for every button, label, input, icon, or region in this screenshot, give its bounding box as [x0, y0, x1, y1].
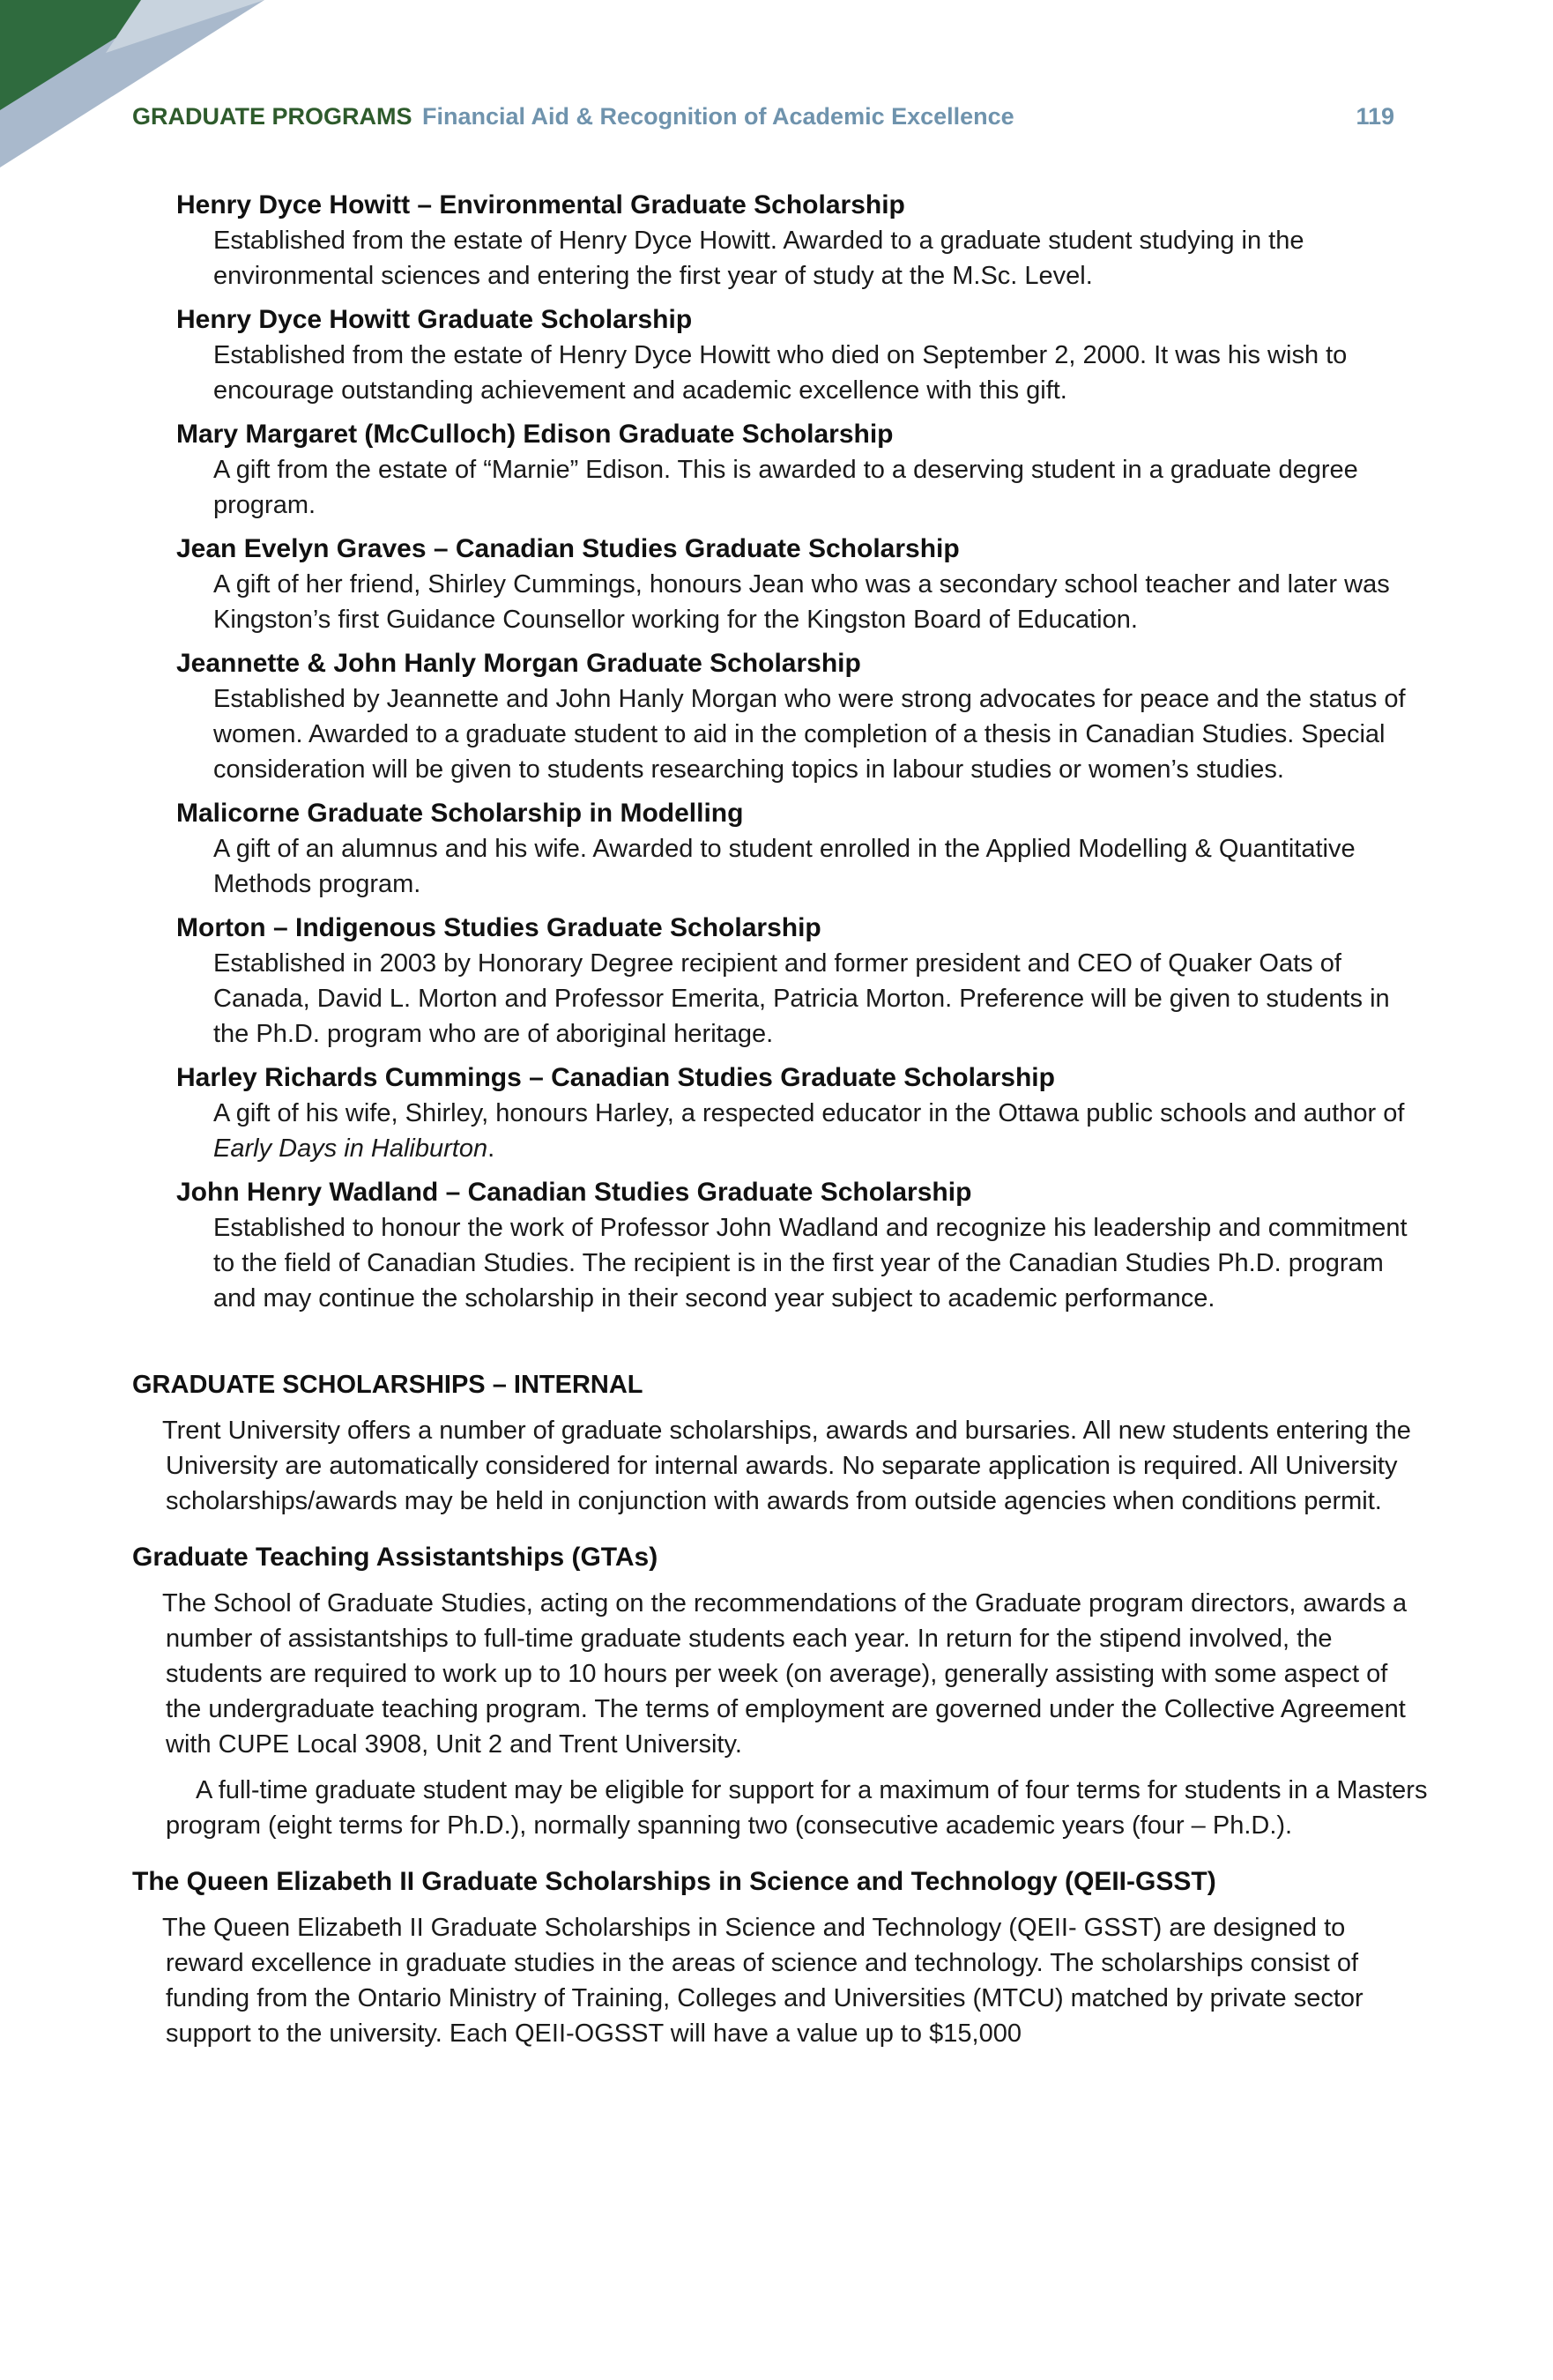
- scholarship-description: A gift of an alumnus and his wife. Awarded to student enrolled in the Applied Modelling & Quantitative Methods program.: [213, 835, 1356, 898]
- scholarship-entry: [176, 1175, 1428, 1316]
- gta-paragraph: A full-time graduate student may be eligible for support for a maximum of four terms for students in a Masters program (eight terms for Ph.D.), normally spanning two (consecutive academic years (four – Ph.D.).: [166, 1776, 1428, 1840]
- scholarship-entry: [176, 532, 1428, 637]
- scholarship-entry: [176, 417, 1428, 523]
- scholarship-entry: [176, 911, 1428, 1052]
- header-subtitle: Financial Aid & Recognition of Academic Excellence: [422, 103, 1014, 130]
- main-content: [132, 188, 1428, 2051]
- scholarship-description: Established from the estate of Henry Dyce Howitt who died on September 2, 2000. It was his wish to encourage outstanding achievement and academic excellence with this gift.: [213, 341, 1348, 405]
- scholarship-description: [213, 1096, 1428, 1166]
- page-number: 119: [1356, 103, 1394, 130]
- book-title: Early Days in Haliburton: [213, 1134, 488, 1163]
- scholarship-description: A gift from the estate of “Marnie” Edison. This is awarded to a deserving student in a graduate degree program.: [213, 456, 1358, 519]
- scholarship-title: Henry Dyce Howitt Graduate Scholarship: [176, 305, 693, 334]
- page-header: [132, 99, 1394, 134]
- description-text: A gift of his wife, Shirley, honours Harley, a respected educator in the Ottawa public schools and author of: [213, 1099, 1405, 1127]
- scholarship-description: Established from the estate of Henry Dyce Howitt. Awarded to a graduate student studying in the environmental sciences and entering the first year of study at the M.Sc. Level.: [213, 227, 1304, 290]
- scholarship-entry: [176, 796, 1428, 902]
- scholarship-title: Henry Dyce Howitt – Environmental Graduate Scholarship: [176, 190, 905, 219]
- scholarship-description: A gift of her friend, Shirley Cummings, honours Jean who was a secondary school teacher and later was Kingston’s first Guidance Counsellor working for the Kingston Board of Education.: [213, 570, 1390, 634]
- scholarship-title: Jeannette & John Hanly Morgan Graduate Scholarship: [176, 649, 861, 678]
- scholarship-entry: [176, 1060, 1428, 1166]
- section-heading-internal: GRADUATE SCHOLARSHIPS – INTERNAL: [132, 1371, 643, 1399]
- scholarship-description: Established by Jeannette and John Hanly Morgan who were strong advocates for peace and the status of women. Awarded to a graduate student to aid in the completion of a thesis in Canadian Studies. Special consideration will be given to students researching topics in labour studies or women’s studies.: [213, 685, 1406, 784]
- scholarship-description: Established in 2003 by Honorary Degree recipient and former president and CEO of Quaker Oats of Canada, David L. Morton and Professor Emerita, Patricia Morton. Preference will be given to students in the Ph.D. program who are of aboriginal heritage.: [213, 949, 1390, 1048]
- section-heading-gta: Graduate Teaching Assistantships (GTAs): [132, 1543, 658, 1572]
- header-section: GRADUATE PROGRAMS: [132, 103, 412, 130]
- qeii-paragraph: The Queen Elizabeth II Graduate Scholarships in Science and Technology (QEII- GSST) are designed to reward excellence in graduate studies in the areas of science and technology. The scholarships consist of funding from the Ontario Ministry of Training, Colleges and Universities (MTCU) matched by private sector support to the university. Each QEII-OGSST will have a value up to $15,000: [162, 1914, 1364, 2048]
- section-heading-qeii: The Queen Elizabeth II Graduate Scholarships in Science and Technology (QEII-GSST): [132, 1867, 1216, 1896]
- scholarship-entry: [176, 302, 1428, 408]
- scholarship-entry: [176, 646, 1428, 787]
- description-text: .: [487, 1134, 495, 1163]
- scholarship-entry: [176, 188, 1428, 294]
- scholarship-title: John Henry Wadland – Canadian Studies Graduate Scholarship: [176, 1178, 972, 1207]
- scholarship-title: Jean Evelyn Graves – Canadian Studies Graduate Scholarship: [176, 534, 960, 563]
- gta-paragraph: The School of Graduate Studies, acting on the recommendations of the Graduate program directors, awards a number of assistantships to full-time graduate students each year. In return for the stipend involved, the students are required to work up to 10 hours per week (on average), generally assisting with some aspect of the undergraduate teaching program. The terms of employment are governed under the Collective Agreement with CUPE Local 3908, Unit 2 and Trent University.: [162, 1589, 1408, 1759]
- corner-decoration: [0, 0, 264, 167]
- scholarship-title: Mary Margaret (McCulloch) Edison Graduate Scholarship: [176, 420, 894, 449]
- scholarship-title: Harley Richards Cummings – Canadian Studies Graduate Scholarship: [176, 1063, 1055, 1092]
- scholarship-title: Morton – Indigenous Studies Graduate Scholarship: [176, 913, 821, 942]
- scholarship-title: Malicorne Graduate Scholarship in Modelling: [176, 799, 744, 828]
- internal-paragraph: Trent University offers a number of graduate scholarships, awards and bursaries. All new students entering the University are automatically considered for internal awards. No separate application is required. All University scholarships/awards may be held in conjunction with awards from outside agencies when conditions permit.: [162, 1417, 1411, 1515]
- scholarship-description: Established to honour the work of Professor John Wadland and recognize his leadership and commitment to the field of Canadian Studies. The recipient is in the first year of the Canadian Studies Ph.D. program and may continue the scholarship in their second year subject to academic performance.: [213, 1214, 1408, 1313]
